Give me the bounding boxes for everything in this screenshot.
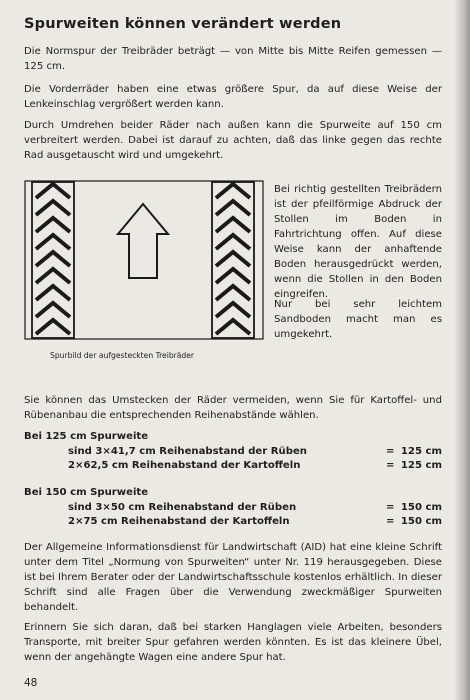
track-lug-mark (216, 303, 250, 317)
row-value: 150 cm (400, 502, 442, 513)
track-lug-mark (36, 184, 70, 198)
track-lug-mark (216, 218, 250, 232)
row-value: 150 cm (400, 516, 442, 527)
row-text: 2×62,5 cm Reihenabstand der Kartoffeln (68, 460, 301, 471)
track-lug-mark (36, 201, 70, 215)
direction-arrow-icon (118, 204, 168, 278)
paragraph-umdrehen: Durch Umdrehen beider Räder nach außen kann die Spurweite auf 150 cm verbreitert werden. Dabei ist darauf zu achten, daß das linke gegen das rechte Rad ausgetauscht wird und umgekehrt. (24, 120, 442, 161)
page-edge-shadow (454, 0, 470, 700)
track-lug-mark (216, 320, 250, 334)
row-text: 2×75 cm Reihenabstand der Kartoffeln (68, 516, 290, 527)
paragraph-hanglagen: Erinnern Sie sich daran, daß bei starken Hanglagen viele Arbeiten, besonders Transporte, mit breiter Spur gefahren werden könnten. Es ist das kleinere Übel, wenn der angehängte Wagen eine andere Spur hat. (24, 622, 442, 663)
row-equals: = (386, 502, 395, 513)
track-lug-mark (36, 269, 70, 283)
track-lug-mark (216, 201, 250, 215)
table-row (68, 502, 442, 517)
track-lug-mark (36, 303, 70, 317)
paragraph-vorderraeder: Die Vorderräder haben eine etwas größere Spur, da auf diese Weise der Lenkeinschlag vergrößert werden kann. (24, 84, 442, 110)
table-row (68, 516, 442, 531)
row-equals: = (386, 516, 395, 527)
heading-125: Bei 125 cm Spurweite (24, 431, 149, 442)
paragraph-normspur: Die Normspur der Treibräder beträgt — von Mitte bis Mitte Reifen gemessen — 125 cm. (24, 46, 442, 72)
figure-side-text: Bei richtig gestellten Treibrädern ist der pfeilförmige Abdruck der Stollen im Boden in Fahrtrichtung offen. Auf diese Weise kann der anhaftende Boden herausgedrückt werden, wenn die Stollen in den Boden eingreifen. (274, 184, 442, 300)
paragraph-aid: Der Allgemeine Informationsdienst für Landwirtschaft (AID) hat eine kleine Schrift unter dem Titel „Normung von Spurweiten“ unter Nr. 119 herausgegeben. Diese ist bei Ihrem Berater oder der Landwirtschaftsschule kostenlos erhältlich. In dieser Schrift sind alle Fragen über die Verwendung zweckmäßiger Spurweiten behandelt. (24, 542, 442, 613)
track-lug-mark (36, 218, 70, 232)
table-row (68, 460, 442, 475)
track-lug-mark (36, 252, 70, 266)
page-title: Spurweiten können verändert werden (24, 16, 342, 32)
track-lug-mark (36, 320, 70, 334)
track-lug-mark (216, 269, 250, 283)
track-lug-mark (36, 235, 70, 249)
heading-150: Bei 150 cm Spurweite (24, 487, 149, 498)
figure-caption: Spurbild der aufgesteckten Treibräder (50, 351, 195, 360)
table-row (68, 446, 442, 461)
row-text: sind 3×41,7 cm Reihenabstand der Rüben (68, 446, 307, 457)
track-lug-mark (216, 286, 250, 300)
row-value: 125 cm (400, 460, 442, 471)
row-value: 125 cm (400, 446, 442, 457)
page-number: 48 (24, 677, 38, 689)
track-lug-mark (36, 286, 70, 300)
track-lug-mark (216, 252, 250, 266)
paragraph-umstecken: Sie können das Umstecken der Räder vermeiden, wenn Sie für Kartoffel- und Rübenanbau die entsprechenden Reihenabstände wählen. (24, 395, 442, 421)
track-lug-mark (216, 184, 250, 198)
track-lug-mark (216, 235, 250, 249)
row-text: sind 3×50 cm Reihenabstand der Rüben (68, 502, 297, 513)
row-equals: = (386, 446, 395, 457)
row-equals: = (386, 460, 395, 471)
figure-side-text-sand: Nur bei sehr leichtem Sandboden macht man es umgekehrt. (274, 299, 442, 340)
track-figure (24, 180, 264, 340)
